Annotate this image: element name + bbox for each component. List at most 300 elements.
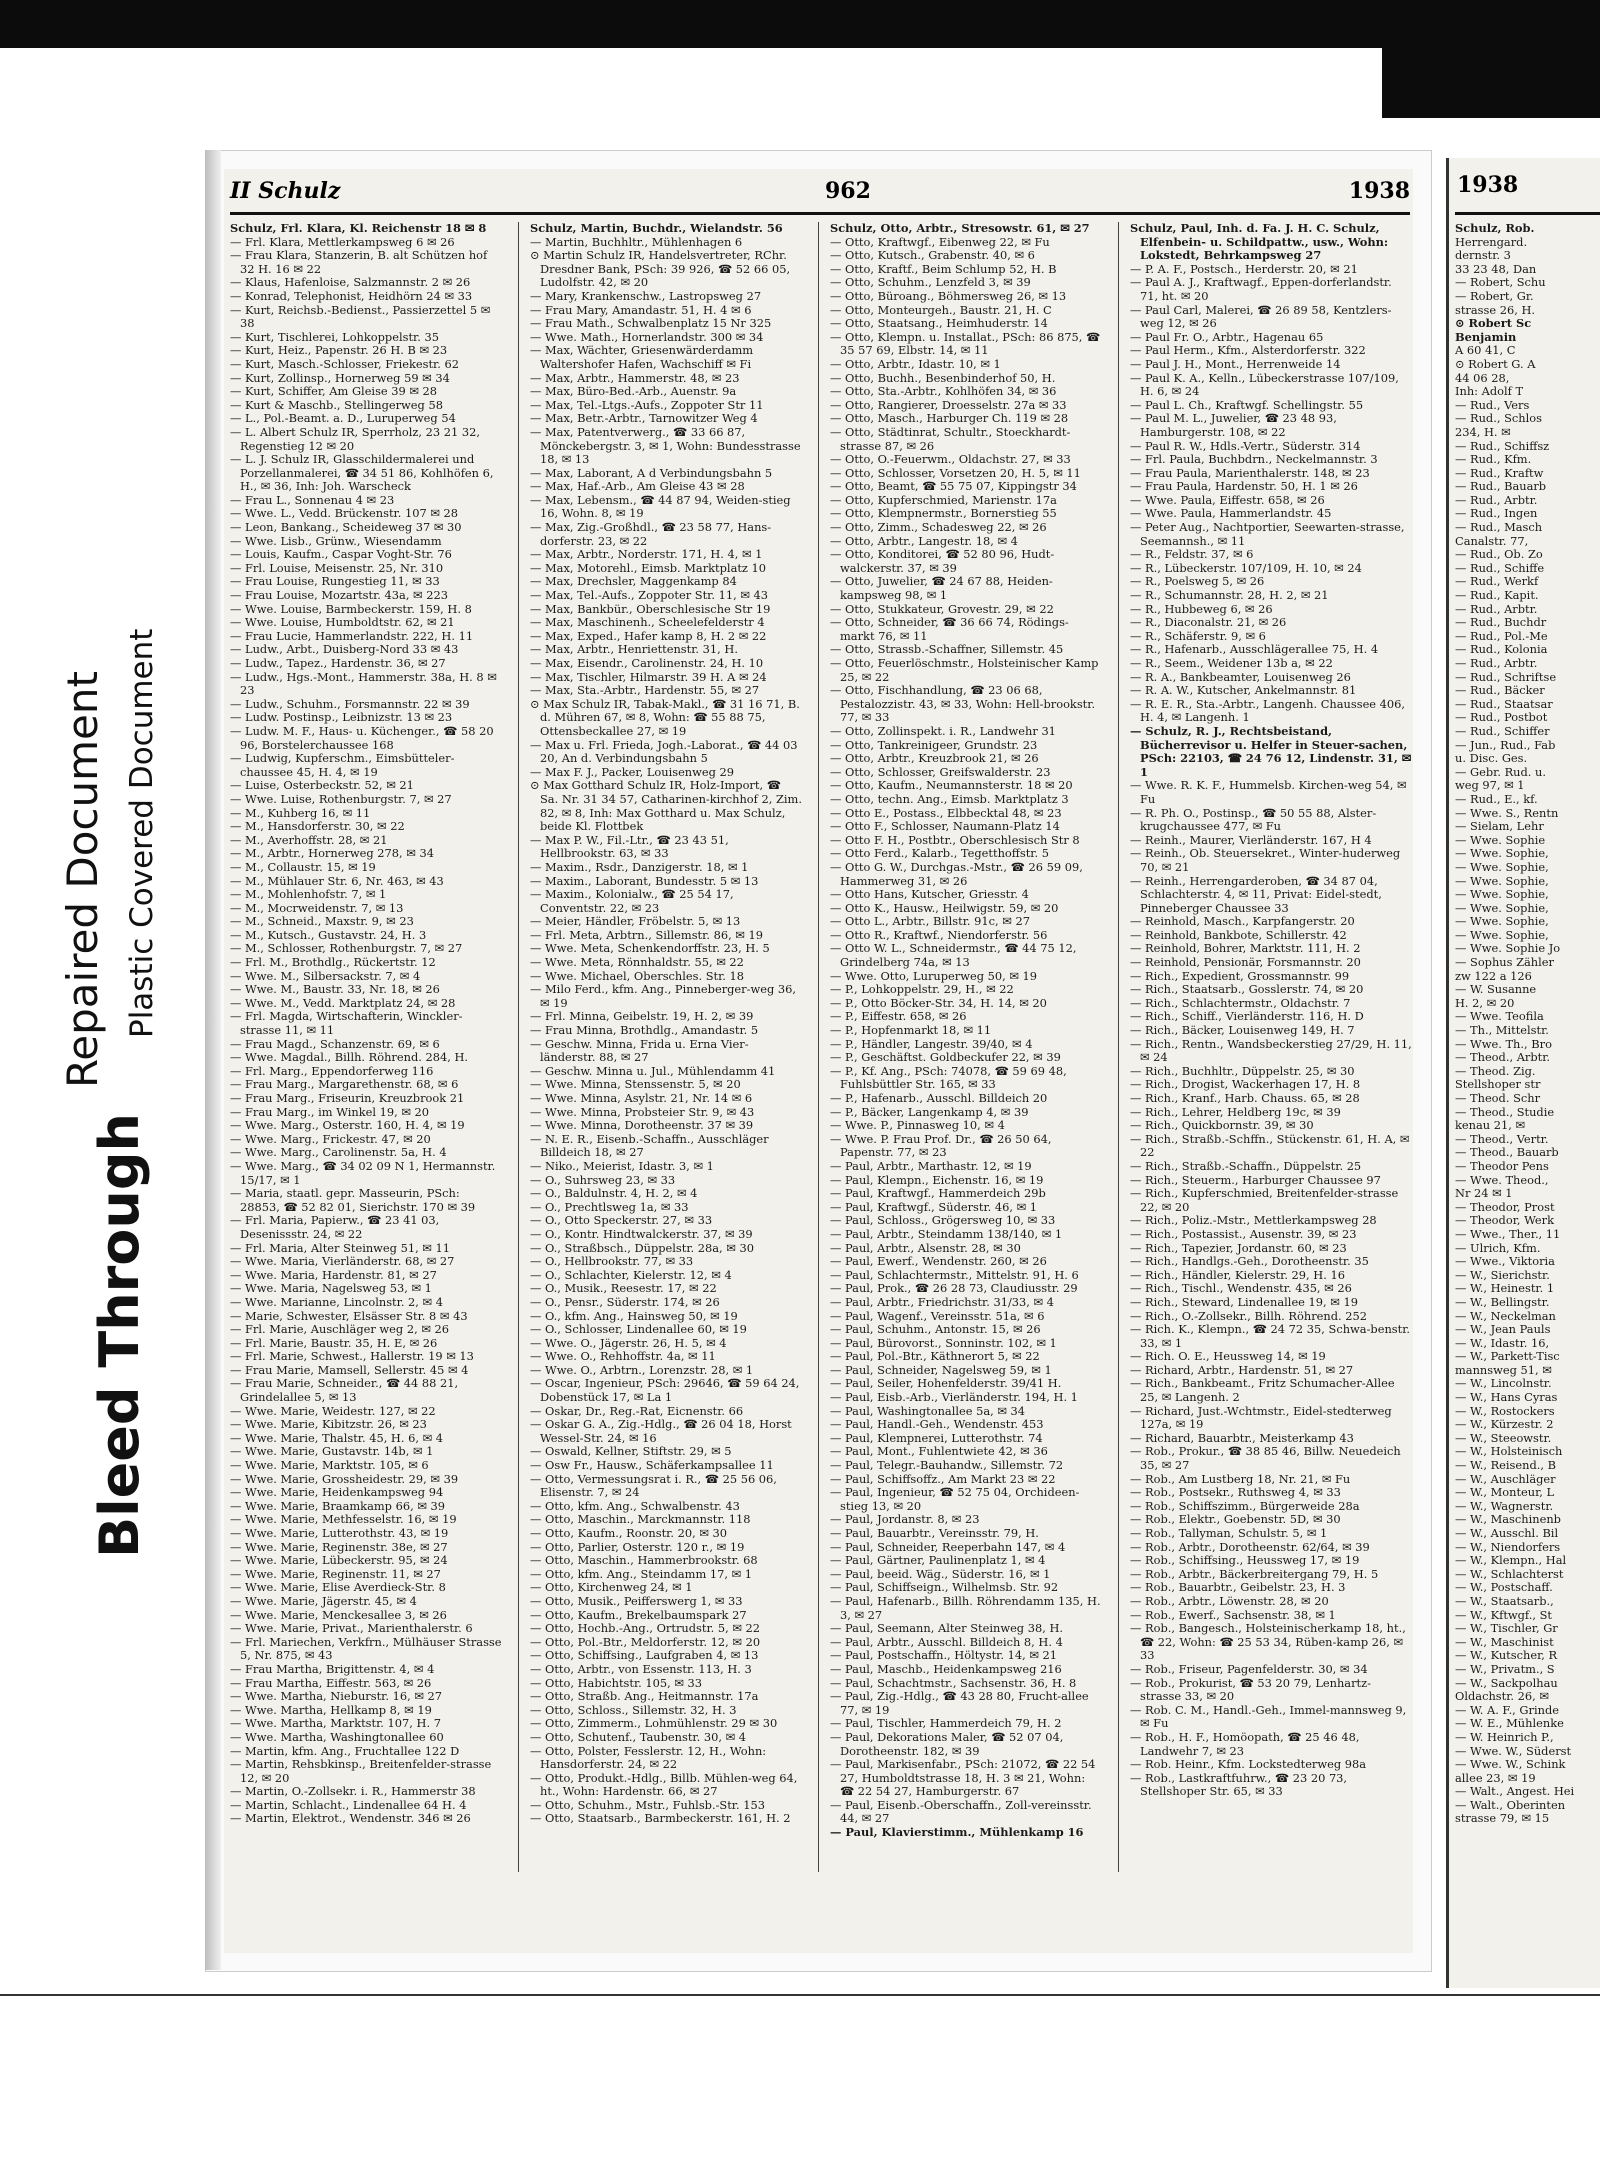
directory-entry: — Reinhold, Masch., Karpfangerstr. 20	[1130, 915, 1355, 929]
directory-entry: — Wwe. Martha, Hellkamp 8, ✉ 19	[230, 1703, 432, 1717]
adjacent-entry: — W., Niendorfers	[1455, 1540, 1561, 1554]
adjacent-entry: — Sophus Zähler	[1455, 956, 1554, 970]
adjacent-entry: — Wwe., Viktoria	[1455, 1255, 1555, 1269]
directory-entry: — M., Mocrweidenstr. 7, ✉ 13	[230, 901, 404, 915]
adjacent-entry: — Rud., Buchdr	[1455, 616, 1547, 630]
directory-entry: — Wwe. Meta, Rönnhaldstr. 55, ✉ 22	[530, 956, 744, 970]
directory-entry: — Wwe. Magdal., Billh. Röhrend. 284, H.	[230, 1051, 469, 1065]
adjacent-entry: — Rud., Arbtr.	[1455, 493, 1538, 507]
directory-entry: — Otto, Kaufm., Brekelbaumspark 27	[530, 1608, 747, 1622]
directory-entry: — R., Hubbeweg 6, ✉ 26	[1130, 602, 1273, 616]
adjacent-entry: — Rud., Schiffsz	[1455, 439, 1550, 453]
adjacent-page	[1446, 158, 1600, 1988]
adjacent-entry: strasse 26, H.	[1455, 303, 1536, 317]
directory-entry: — Wwe. Marie, Kibitzstr. 26, ✉ 23	[230, 1418, 427, 1432]
directory-entry: — R., Schäferstr. 9, ✉ 6	[1130, 629, 1266, 643]
adjacent-entry: — Gebr. Rud. u.	[1455, 765, 1546, 779]
directory-entry: — Ludw. Postinsp., Leibnizstr. 13 ✉ 23	[230, 711, 453, 725]
directory-entry: — Paul L. Ch., Kraftwgf. Schellingstr. 55	[1130, 398, 1364, 412]
directory-entry: — Frau Marg., Friseurin, Kreuzbrook 21	[230, 1092, 465, 1105]
directory-entry: — Frl. M., Brothdlg., Rückertstr. 12	[230, 956, 436, 970]
directory-entry: — M., Mühlauer Str. 6, Nr. 463, ✉ 43	[230, 874, 444, 888]
directory-entry: — N. E. R., Eisenb.-Schaffn., Ausschläger Billdeich 18, ✉ 27	[530, 1132, 769, 1160]
adjacent-entry: — W., Kürzestr. 2	[1455, 1418, 1554, 1432]
directory-entry: — Paul, Schneider, Reeperbahn 147, ✉ 4	[830, 1540, 1066, 1554]
directory-entry: — Max, Sta.-Arbtr., Hardenstr. 55, ✉ 27	[530, 684, 760, 698]
directory-entry: — L., Pol.-Beamt. a. D., Luruperweg 54	[230, 412, 456, 426]
directory-entry: — M., Collaustr. 15, ✉ 19	[230, 860, 376, 874]
directory-entry: Schulz, Martin, Buchdr., Wielandstr. 56	[530, 222, 783, 235]
directory-entry: — Wwe. Maria, Nagelsweg 53, ✉ 1	[230, 1282, 432, 1296]
directory-entry: — Wwe. O., Jägerstr. 26, H. 5, ✉ 4	[530, 1336, 727, 1350]
directory-entry: — Wwe. Meta, Schenkendorffstr. 23, H. 5	[530, 942, 770, 956]
directory-entry: — Max P. W., Fil.-Ltr., ☎ 23 43 51, Hellbrookstr. 63, ✉ 33	[530, 833, 729, 861]
directory-entry: — Paul J. H., Mont., Herrenweide 14	[1130, 357, 1341, 371]
directory-entry: — Martin, Rehsbkinsp., Breitenfelder-strasse 12, ✉ 20	[230, 1758, 492, 1785]
directory-entry: — Otto Hans, Kutscher, Griesstr. 4	[830, 888, 1029, 902]
adjacent-entry: — Rud., Bäcker	[1455, 684, 1545, 698]
directory-entry: — Richard, Bauarbtr., Meisterkamp 43	[1130, 1431, 1354, 1445]
directory-entry: — Wwe. M., Vedd. Marktplatz 24, ✉ 28	[230, 996, 456, 1010]
directory-entry: — Otto, Kupferschmied, Marienstr. 17a	[830, 493, 1057, 507]
directory-entry: — Rich., Lehrer, Heldberg 19c, ✉ 39	[1130, 1105, 1341, 1119]
directory-entry: — Frau Minna, Brothdlg., Amandastr. 5	[530, 1024, 759, 1038]
adjacent-entry: H. 2, ✉ 20	[1455, 996, 1515, 1010]
directory-entry: — Otto, Schutenf., Taubenstr. 30, ✉ 4	[530, 1730, 746, 1744]
adjacent-entry: — Rud., Schiffe	[1455, 561, 1545, 575]
adjacent-entry: — Wwe. Sophie,	[1455, 928, 1549, 942]
adjacent-entry: A 60 41, C	[1455, 344, 1516, 358]
adjacent-entry: — W., Holsteinisch	[1455, 1445, 1563, 1459]
directory-entry: — Ludw., Schuhm., Forsmannstr. 22 ✉ 39	[230, 697, 470, 711]
adjacent-entry: — Rud., Schiffer	[1455, 724, 1550, 738]
adjacent-entry: Schulz, Rob.	[1455, 222, 1535, 235]
directory-entry: — Geschw. Minna, Frida u. Erna Vier-länderstr. 88, ✉ 27	[530, 1037, 749, 1065]
directory-entry: ⊙ Martin Schulz IR, Handelsvertreter, RChr. Dresdner Bank, PSch: 39 926, ☎ 52 66 05, Ludolfstr. 42, ✉ 20	[530, 249, 791, 290]
directory-entry: — Otto, techn. Ang., Eimsb. Marktplatz 3	[830, 792, 1069, 806]
adjacent-entry: — W., Heinestr. 1	[1455, 1282, 1555, 1296]
directory-entry: — Maxim., Kolonialw., ☎ 25 54 17, Conventstr. 22, ✉ 23	[530, 888, 734, 915]
directory-entry: — Frl. Marg., Eppendorferweg 116	[230, 1064, 434, 1078]
adjacent-entry: — W., Bellingstr.	[1455, 1295, 1550, 1309]
adjacent-entry: — Rud., Masch	[1455, 521, 1543, 535]
directory-entry: — O., Schlosser, Lindenallee 60, ✉ 19	[530, 1323, 747, 1337]
directory-entry: — Paul, Schlachtermstr., Mittelstr. 91, H. 6	[830, 1268, 1079, 1282]
adjacent-entry: — Walt., Oberinten	[1455, 1798, 1566, 1812]
directory-column-3	[830, 222, 1102, 1872]
directory-entry: — Frau L., Sonnenau 4 ✉ 23	[230, 493, 395, 507]
adjacent-entry: — Wwe., Ther., 11	[1455, 1227, 1561, 1241]
adjacent-entry: — Ulrich, Kfm.	[1455, 1241, 1541, 1255]
directory-entry: — Max, Haf.-Arb., Am Gleise 43 ✉ 28	[530, 480, 745, 494]
plastic-covered-label: Plastic Covered Document	[124, 628, 160, 1038]
directory-entry: — Rich., Kranf., Harb. Chauss. 65, ✉ 28	[1130, 1092, 1360, 1105]
directory-entry: — Oscar, Ingenieur, PSch: 29646, ☎ 59 64 24, Dobenstück 17, ✉ La 1	[530, 1377, 800, 1405]
directory-entry: — Wwe. Marie, Reginenstr. 11, ✉ 27	[230, 1567, 441, 1581]
adjacent-entry: — W., Jean Pauls	[1455, 1323, 1551, 1337]
directory-entry: — Frau Lucie, Hammerlandstr. 222, H. 11	[230, 629, 474, 643]
directory-entry: — O., Hellbrookstr. 77, ✉ 33	[530, 1255, 694, 1269]
directory-entry: — Wwe. Louise, Humboldtstr. 62, ✉ 21	[230, 616, 455, 630]
adjacent-entry: Stellshoper str	[1455, 1078, 1541, 1092]
directory-entry: — Wwe. Maria, Hardenstr. 81, ✉ 27	[230, 1268, 437, 1282]
directory-entry: — Rob., Arbtr., Löwenstr. 28, ✉ 20	[1130, 1594, 1329, 1608]
directory-entry: — Wwe. Minna, Probsteier Str. 9, ✉ 43	[530, 1105, 755, 1119]
directory-entry: — Paul, Schuhm., Antonstr. 15, ✉ 26	[830, 1323, 1041, 1337]
directory-entry: — Otto, Tankreinigeer, Grundstr. 23	[830, 738, 1038, 752]
directory-entry: — Otto, kfm. Ang., Steindamm 17, ✉ 1	[530, 1567, 753, 1581]
directory-entry: — Otto G. W., Durchgas.-Mstr., ☎ 26 59 09, Hammerweg 31, ✉ 26	[830, 860, 1083, 888]
directory-entry: — P., Hopfenmarkt 18, ✉ 11	[830, 1024, 992, 1038]
directory-entry: — P., Hafenarb., Ausschl. Billdeich 20	[830, 1092, 1048, 1105]
directory-entry: — Rich. O. E., Heussweg 14, ✉ 19	[1130, 1350, 1326, 1364]
adjacent-entry: — Rud., Schlos	[1455, 412, 1542, 426]
directory-entry: — Paul, Arbtr., Marthastr. 12, ✉ 19	[830, 1159, 1032, 1173]
directory-entry: — Max, Tel.-Ltgs.-Aufs., Zoppoter Str 11	[530, 398, 764, 412]
directory-entry: — O., Schlachter, Kielerstr. 12, ✉ 4	[530, 1268, 732, 1282]
directory-entry: Schulz, Paul, Inh. d. Fa. J. H. C. Schulz, Elfenbein- u. Schildpattw., usw., Wohn: Lokstedt, Behrkampsweg 27	[1130, 222, 1389, 263]
directory-entry: — Martin, Buchhltr., Mühlenhagen 6	[530, 235, 743, 249]
adjacent-entry: — Rud., Ingen	[1455, 507, 1538, 521]
directory-entry: — Rob. Heinr., Kfm. Lockstedterweg 98a	[1130, 1758, 1367, 1772]
adjacent-header-rule	[1455, 212, 1600, 215]
directory-entry: — M., Schlosser, Rothenburgstr. 7, ✉ 27	[230, 942, 463, 956]
directory-entry: — Max, Arbtr., Hammerstr. 48, ✉ 23	[530, 371, 740, 385]
repaired-document-label: Repaired Document	[58, 671, 107, 1088]
directory-entry: — Ludw., Hgs.-Mont., Hammerstr. 38a, H. 8 ✉ 23	[230, 670, 497, 698]
directory-entry: — Rob., Friseur, Pagenfelderstr. 30, ✉ 34	[1130, 1662, 1368, 1676]
directory-entry: — Paul R. W., Hdls.-Vertr., Süderstr. 314	[1130, 439, 1361, 453]
directory-entry: — Rich., O.-Zollsekr., Billh. Röhrend. 252	[1130, 1309, 1367, 1323]
directory-entry: — Paul, Arbtr., Steindamm 138/140, ✉ 1	[830, 1227, 1063, 1241]
adjacent-entry: — W. Heinrich P.,	[1455, 1730, 1554, 1744]
directory-entry: — Otto, Schlosser, Greifswalderstr. 23	[830, 765, 1051, 779]
directory-column-1	[230, 222, 502, 1872]
directory-entry: — Paul, Arbtr., Alsenstr. 28, ✉ 30	[830, 1241, 1021, 1255]
directory-entry: — Paul Herm., Kfm., Alsterdorferstr. 322	[1130, 344, 1366, 358]
directory-entry: — Frau Mary, Amandastr. 51, H. 4 ✉ 6	[530, 303, 752, 317]
directory-entry: — Wwe. Math., Hornerlandstr. 300 ✉ 34	[530, 330, 764, 344]
adjacent-entry: — W., Rostockers	[1455, 1404, 1555, 1418]
directory-entry: — Otto, Schiffsing., Laufgraben 4, ✉ 13	[530, 1649, 759, 1663]
adjacent-entry: — Wwe. Teofila	[1455, 1010, 1544, 1024]
directory-entry: — Rob., H. F., Homöopath, ☎ 25 46 48, Landwehr 7, ✉ 23	[1130, 1730, 1360, 1758]
directory-entry: — Rich., Händler, Kielerstr. 29, H. 16	[1130, 1268, 1345, 1282]
directory-entry: — Paul, Bauarbtr., Vereinsstr. 79, H.	[830, 1527, 1039, 1540]
annotation-sidebar	[0, 48, 165, 1994]
adjacent-entry: — Wwe. W., Süderst	[1455, 1744, 1572, 1758]
directory-entry: — Rob., Arbtr., Dorotheenstr. 62/64, ✉ 39	[1130, 1540, 1370, 1554]
directory-entry: — Frau Paula, Hardenstr. 50, H. 1 ✉ 26	[1130, 480, 1358, 494]
directory-entry: — Paul, Washingtonallee 5a, ✉ 34	[830, 1404, 1026, 1418]
directory-entry: — Rob., Arbtr., Bäckerbreitergang 79, H. 5	[1130, 1567, 1379, 1581]
directory-entry: — Otto, Konditorei, ☎ 52 80 96, Hudt-walckerstr. 37, ✉ 39	[830, 548, 1055, 575]
adjacent-entry: — Th., Mittelstr.	[1455, 1024, 1549, 1038]
directory-entry: — Wwe. Marie, Marktstr. 105, ✉ 6	[230, 1459, 429, 1473]
directory-entry: — Wwe. Marg., Frickestr. 47, ✉ 20	[230, 1132, 431, 1146]
directory-entry: — P., Geschäftst. Goldbeckufer 22, ✉ 39	[830, 1051, 1061, 1065]
adjacent-entry: u. Disc. Ges.	[1455, 752, 1528, 766]
directory-entry: — Reinhold, Bankbote, Schillerstr. 42	[1130, 928, 1347, 942]
column-divider	[818, 222, 819, 1872]
directory-entry: — P., Bäcker, Langenkamp 4, ✉ 39	[830, 1105, 1029, 1119]
directory-entry: — Max, Exped., Hafer kamp 8, H. 2 ✉ 22	[530, 629, 767, 643]
directory-entry: — Rob., Bauarbtr., Geibelstr. 23, H. 3	[1130, 1581, 1346, 1595]
directory-entry: — L. Albert Schulz IR, Sperrholz, 23 21 32, Regenstieg 12 ✉ 20	[230, 425, 480, 453]
bleed-through-label: Bleed Through	[88, 1113, 151, 1558]
directory-entry: — Wwe. L., Vedd. Brückenstr. 107 ✉ 28	[230, 507, 459, 521]
directory-entry: — Rob. C. M., Handl.-Geh., Immel-mannsweg 9, ✉ Fu	[1130, 1703, 1407, 1731]
directory-entry: — R., Seem., Weidener 13b a, ✉ 22	[1130, 657, 1333, 670]
adjacent-entry: — Rud., Schriftse	[1455, 670, 1557, 684]
directory-entry: — O., kfm. Ang., Hainsweg 50, ✉ 19	[530, 1309, 738, 1323]
directory-entry: — Otto, Rangierer, Droesselstr. 27a ✉ 33	[830, 398, 1067, 412]
directory-entry: — Paul, Klempnerei, Lutterothstr. 74	[830, 1431, 1043, 1445]
adjacent-entry: — W., Reisend., B	[1455, 1459, 1556, 1473]
directory-entry: — Otto, Kraftwgf., Eibenweg 22, ✉ Fu	[830, 235, 1050, 249]
directory-entry: — Niko., Meierist, Idastr. 3, ✉ 1	[530, 1159, 714, 1173]
adjacent-entry: — W., Hans Cyras	[1455, 1391, 1558, 1405]
directory-entry: — Otto, Schneider, ☎ 36 66 74, Rödings-markt 76, ✉ 11	[830, 616, 1069, 643]
directory-entry: — M., Kuhberg 16, ✉ 11	[230, 806, 371, 820]
adjacent-entry: — W. A. F., Grinde	[1455, 1703, 1559, 1717]
directory-entry: — Wwe. Paula, Eiffestr. 658, ✉ 26	[1130, 493, 1325, 507]
directory-entry: — Wwe. Marie, Menckesallee 3, ✉ 26	[230, 1608, 447, 1622]
directory-entry: — Otto, Zimmerm., Lohmühlenstr. 29 ✉ 30	[530, 1717, 778, 1731]
directory-entry: — M., Mohlenhofstr. 7, ✉ 1	[230, 888, 387, 902]
directory-entry: — Paul, Prok., ☎ 26 28 73, Claudiusstr. 29	[830, 1282, 1078, 1296]
directory-entry: — Paul, Gärtner, Paulinenplatz 1, ✉ 4	[830, 1554, 1046, 1568]
page-number: 962	[825, 178, 871, 204]
directory-entry: — Rob., Schiffsing., Heussweg 17, ✉ 19	[1130, 1554, 1360, 1568]
adjacent-entry: — Theodor, Werk	[1455, 1214, 1554, 1228]
directory-entry: — Otto, Sta.-Arbtr., Kohlhöfen 34, ✉ 36	[830, 385, 1057, 399]
directory-entry: — Otto, Arbtr., Kreuzbrook 21, ✉ 26	[830, 752, 1039, 766]
directory-entry: — Otto, Maschin., Hammerbrookstr. 68	[530, 1554, 758, 1568]
directory-entry: — Otto, Masch., Harburger Ch. 119 ✉ 28	[830, 412, 1069, 426]
adjacent-entry: 44 06 28,	[1455, 371, 1510, 385]
directory-entry: — Rich., Tapezier, Jordanstr. 60, ✉ 23	[1130, 1241, 1347, 1255]
directory-entry: — Wwe. Martha, Washingtonallee 60	[230, 1730, 444, 1744]
directory-entry: — Ludw. M. F., Haus- u. Küchenger., ☎ 58 20 96, Borstelerchaussee 168	[230, 724, 494, 752]
adjacent-entry: — W., Schlachterst	[1455, 1567, 1564, 1581]
directory-entry: — Wwe. O., Rehhoffstr. 4a, ✉ 11	[530, 1350, 716, 1364]
directory-entry: — P., Kf. Ang., PSch: 74078, ☎ 59 69 48, Fuhlsbüttler Str. 165, ✉ 33	[830, 1064, 1067, 1092]
directory-entry: Schulz, Otto, Arbtr., Stresowstr. 61, ✉ 27	[830, 222, 1090, 235]
directory-entry: — Rich., Kupferschmied, Breitenfelder-strasse 22, ✉ 20	[1130, 1187, 1399, 1214]
directory-entry: — Max, Patentverwerg., ☎ 33 66 87, Mönckebergstr. 3, ✉ 1, Wohn: Bundesstrasse 18, ✉ 13	[530, 425, 801, 467]
directory-entry: — Otto, Feuerlöschmstr., Holsteinischer Kamp 25, ✉ 22	[830, 657, 1099, 684]
directory-entry: — Rich., Tischl., Wendenstr. 435, ✉ 26	[1130, 1282, 1352, 1296]
directory-entry: — Rich., Postassist., Ausenstr. 39, ✉ 23	[1130, 1227, 1357, 1241]
directory-entry: — Otto, Arbtr., von Essenstr. 113, H. 3	[530, 1662, 752, 1676]
directory-entry: — Otto, Schuhm., Mstr., Fuhlsb.-Str. 153	[530, 1798, 765, 1812]
directory-entry: — Frl. Klara, Mettlerkampsweg 6 ✉ 26	[230, 235, 455, 249]
directory-entry: — Marie, Schwester, Elsässer Str. 8 ✉ 43	[230, 1309, 468, 1323]
directory-entry: — Meier, Händler, Fröbelstr. 5, ✉ 13	[530, 915, 741, 929]
directory-entry: — Louis, Kaufm., Caspar Voght-Str. 76	[230, 548, 452, 562]
directory-entry: — O., Kontr. Hindtwalckerstr. 37, ✉ 39	[530, 1227, 753, 1241]
directory-entry: — Wwe. Maria, Vierländerstr. 68, ✉ 27	[230, 1255, 455, 1269]
scanner-band-bottom	[0, 1994, 1600, 1996]
directory-entry: — Frau Louise, Rungestieg 11, ✉ 33	[230, 575, 440, 589]
directory-entry: — Frl. Meta, Arbtrn., Sillemstr. 86, ✉ 19	[530, 928, 763, 942]
page-header	[230, 170, 1410, 214]
directory-entry: — Rich., Steuerm., Harburger Chaussee 97	[1130, 1173, 1381, 1187]
directory-entry: — M., Kutsch., Gustavstr. 24, H. 3	[230, 928, 427, 942]
directory-entry: — Reinhold, Pensionär, Forsmannstr. 20	[1130, 956, 1361, 970]
adjacent-entry: — Robert, Gr.	[1455, 289, 1534, 303]
directory-entry: — Otto W. L., Schneidermstr., ☎ 44 75 12, Grindelberg 74a, ✉ 13	[830, 942, 1077, 970]
adjacent-entry: — Rud., Postbot	[1455, 711, 1548, 725]
directory-entry: — O., Suhrsweg 23, ✉ 33	[530, 1173, 676, 1187]
adjacent-entry: — W., Lincolnstr.	[1455, 1377, 1552, 1391]
adjacent-entry: — W., Maschinist	[1455, 1635, 1554, 1649]
directory-entry: — R. E. R., Sta.-Arbtr., Langenh. Chaussee 406, H. 4, ✉ Langenh. 1	[1130, 697, 1406, 725]
directory-entry: — Wwe. Otto, Luruperweg 50, ✉ 19	[830, 969, 1038, 983]
directory-entry: — Milo Ferd., kfm. Ang., Pinneberger-weg 36, ✉ 19	[530, 983, 796, 1010]
directory-entry: — Paul M. L., Juwelier, ☎ 23 48 93, Hamburgerstr. 108, ✉ 22	[1130, 412, 1337, 439]
directory-entry: — Otto, Kirchenweg 24, ✉ 1	[530, 1581, 693, 1595]
directory-entry: — Wwe. Marg., Osterstr. 160, H. 4, ✉ 19	[230, 1119, 465, 1133]
directory-entry: — Max, Laborant, A d Verbindungsbahn 5	[530, 466, 773, 480]
directory-entry: — Paul, Pol.-Btr., Käthnerort 5, ✉ 22	[830, 1350, 1040, 1364]
adjacent-entry: — W. Susanne	[1455, 983, 1537, 997]
directory-entry: — R., Hafenarb., Ausschlägerallee 75, H. 4	[1130, 643, 1379, 657]
directory-entry: — Frl. Marie, Baustr. 35, H. E, ✉ 26	[230, 1336, 438, 1350]
directory-entry: — Otto, Kaufm., Roonstr. 20, ✉ 30	[530, 1527, 727, 1540]
adjacent-entry: — Wwe. Sophie	[1455, 833, 1546, 847]
directory-entry: — Otto, Vermessungsrat i. R., ☎ 25 56 06, Elisenstr. 7, ✉ 24	[530, 1472, 777, 1500]
directory-entry: — Reinh., Maurer, Vierländerstr. 167, H 4	[1130, 833, 1372, 847]
directory-entry: — R. A. W., Kutscher, Ankelmannstr. 81	[1130, 684, 1357, 698]
adjacent-entry: — Wwe. Sophie,	[1455, 915, 1549, 929]
directory-entry: — Klaus, Hafenloise, Salzmannstr. 2 ✉ 26	[230, 276, 471, 290]
directory-entry: — Otto, Büroang., Böhmersweg 26, ✉ 13	[830, 289, 1067, 303]
adjacent-entry: — Wwe. Sophie,	[1455, 901, 1549, 915]
directory-entry: — Martin, Schlacht., Lindenallee 64 H. 4	[230, 1798, 467, 1812]
directory-entry: — Frau Martha, Brigittenstr. 4, ✉ 4	[230, 1662, 435, 1676]
directory-entry: — Wwe. R. K. F., Hummelsb. Kirchen-weg 54, ✉ Fu	[1130, 779, 1407, 806]
directory-entry: — Max, Motorehl., Eimsb. Marktplatz 10	[530, 561, 767, 575]
directory-entry: — Paul, Schneider, Nagelsweg 59, ✉ 1	[830, 1363, 1052, 1377]
adjacent-entry: — W., Monteur, L	[1455, 1486, 1555, 1500]
directory-entry: — Wwe. Marie, Lutterothstr. 43, ✉ 19	[230, 1527, 449, 1540]
directory-entry: — Rob., Bangesch., Holsteinischerkamp 18, ht., ☎ 22, Wohn: ☎ 25 53 34, Rüben-kamp 26, ✉ 33	[1130, 1622, 1406, 1663]
directory-entry: — Frau Louise, Mozartstr. 43a, ✉ 223	[230, 589, 448, 603]
directory-entry: — Frau Math., Schwalbenplatz 15 Nr 325	[530, 317, 772, 331]
adjacent-entry: — W., Staatsarb.,	[1455, 1594, 1554, 1608]
directory-entry: — Wwe. M., Baustr. 33, Nr. 18, ✉ 26	[230, 983, 440, 997]
adjacent-column	[1455, 222, 1600, 1826]
directory-entry: — Otto, Beamt, ☎ 55 75 07, Kippingstr 34	[830, 480, 1077, 494]
directory-entry: — R., Poelsweg 5, ✉ 26	[1130, 575, 1265, 589]
directory-entry: — Wwe. Michael, Oberschles. Str. 18	[530, 969, 745, 983]
adjacent-entry: — Rud., Bauarb	[1455, 480, 1547, 494]
adjacent-entry: — Rud., Staatsar	[1455, 697, 1553, 711]
adjacent-entry: — Jun., Rud., Fab	[1455, 738, 1556, 752]
scanner-band-top	[0, 0, 1600, 48]
directory-entry: — Rich., Schlachtermstr., Oldachstr. 7	[1130, 996, 1351, 1010]
directory-entry: — Schulz, R. J., Rechtsbeistand, Bücherrevisor u. Helfer in Steuer-sachen, PSch: 22103, ☎ 24 76 12, Lindenstr. 31, ✉ 1	[1130, 724, 1412, 779]
directory-entry: — Otto, Produkt.-Hdlg., Billb. Mühlen-weg 64, ht., Wohn: Hardenstr. 66, ✉ 27	[530, 1771, 798, 1799]
directory-entry: — R., Schumannstr. 28, H. 2, ✉ 21	[1130, 589, 1329, 603]
directory-entry: — Wwe. Lisb., Grünw., Wiesendamm	[230, 534, 442, 548]
directory-entry: — R., Feldstr. 37, ✉ 6	[1130, 548, 1254, 562]
directory-entry: — Kurt, Zollinsp., Hornerweg 59 ✉ 34	[230, 371, 450, 385]
directory-entry: — Paul, Telegr.-Bauhandw., Sillemstr. 72	[830, 1459, 1064, 1473]
directory-entry: — Paul, Tischler, Hammerdeich 79, H. 2	[830, 1717, 1062, 1731]
directory-entry: — Wwe. Minna, Dorotheenstr. 37 ✉ 39	[530, 1119, 754, 1133]
directory-entry: — Paul, Kraftwgf., Hammerdeich 29b	[830, 1187, 1046, 1201]
directory-entry: — Otto, Parlier, Osterstr. 120 r., ✉ 19	[530, 1540, 745, 1554]
directory-entry: — Frl. Maria, Papierw., ☎ 23 41 03, Desenissstr. 24, ✉ 22	[230, 1214, 440, 1241]
directory-entry: — Rich., Straßb.-Schaffn., Düppelstr. 25	[1130, 1159, 1362, 1173]
directory-entry: — Paul, Kraftwgf., Süderstr. 46, ✉ 1	[830, 1200, 1038, 1214]
adjacent-entry: 234, H. ✉	[1455, 425, 1511, 439]
adjacent-entry: — Wwe. S., Rentn	[1455, 806, 1559, 820]
directory-entry: — Kurt, Schiffer, Am Gleise 39 ✉ 28	[230, 385, 438, 399]
directory-entry: — Frau Marg., Margarethenstr. 68, ✉ 6	[230, 1078, 459, 1092]
directory-entry: — Rob., Elektr., Goebenstr. 5D, ✉ 30	[1130, 1513, 1341, 1527]
directory-entry: — Rob., Tallyman, Schulstr. 5, ✉ 1	[1130, 1527, 1328, 1540]
directory-entry: — Kurt, Masch.-Schlosser, Friekestr. 62	[230, 357, 459, 371]
directory-entry: — Wwe. Marie, Jägerstr. 45, ✉ 4	[230, 1594, 417, 1608]
directory-entry: — Paul, Schachtmstr., Sachsenstr. 36, H. 8	[830, 1676, 1077, 1690]
directory-entry: — Max, Maschinenh., Scheelefelderstr 4	[530, 616, 765, 630]
directory-entry: — Wwe. Marie, Lübeckerstr. 95, ✉ 24	[230, 1554, 448, 1568]
directory-entry: — Frl. Magda, Wirtschafterin, Winckler-strasse 11, ✉ 11	[230, 1010, 463, 1038]
directory-entry: — Max, Bankbür., Oberschlesische Str 19	[530, 602, 771, 616]
directory-entry: — Paul, Bürovorst., Sonninstr. 102, ✉ 1	[830, 1336, 1057, 1350]
directory-entry: — Max, Arbtr., Henriettenstr. 31, H.	[530, 643, 738, 657]
directory-entry: — Rich., Bankbeamt., Fritz Schumacher-Allee 25, ✉ Langenh. 2	[1130, 1377, 1395, 1405]
directory-entry: — Otto, Monteurgeh., Baustr. 21, H. C	[830, 303, 1052, 317]
adjacent-entry: — Wwe. Th., Bro	[1455, 1037, 1552, 1051]
directory-entry: — Paul, Arbtr., Ausschl. Billdeich 8, H. 4	[830, 1635, 1063, 1649]
directory-entry: — Otto, Maschin., Marckmannstr. 118	[530, 1513, 751, 1527]
adjacent-entry: weg 97, ✉ 1	[1455, 779, 1525, 793]
directory-entry: — Kurt & Maschb., Stellingerweg 58	[230, 398, 443, 412]
directory-entry: — Wwe. P., Pinnasweg 10, ✉ 4	[830, 1119, 1005, 1133]
directory-entry: — Paul, Ewerf., Wendenstr. 260, ✉ 26	[830, 1255, 1047, 1269]
directory-entry: — Max, Büro-Bed.-Arb., Auenstr. 9a	[530, 385, 737, 399]
directory-entry: — Frl. Maria, Alter Steinweg 51, ✉ 11	[230, 1241, 450, 1255]
adjacent-entry: — W., Sierichstr.	[1455, 1268, 1550, 1282]
directory-entry: — M., Averhoffstr. 28, ✉ 21	[230, 833, 388, 847]
directory-entry: — Wwe. Minna, Asylstr. 21, Nr. 14 ✉ 6	[530, 1092, 753, 1105]
adjacent-entry: — W., Sackpolhau	[1455, 1676, 1558, 1690]
adjacent-entry: — Rud., Vers	[1455, 398, 1530, 412]
directory-entry: — Kurt, Reichsb.-Bedienst., Passierzettel 5 ✉ 38	[230, 303, 491, 331]
directory-entry: — Wwe. Marianne, Lincolnstr. 2, ✉ 4	[230, 1295, 443, 1309]
directory-entry: — P., Händler, Langestr. 39/40, ✉ 4	[830, 1037, 1033, 1051]
adjacent-entry: — W., Wagnerstr.	[1455, 1499, 1554, 1513]
directory-entry: — Rob., Ewerf., Sachsenstr. 38, ✉ 1	[1130, 1608, 1336, 1622]
directory-entry: — O., Prechtlsweg 1a, ✉ 33	[530, 1200, 689, 1214]
header-rule	[230, 212, 1410, 215]
directory-entry: — Paul, Eisb.-Arb., Vierländerstr. 194, H. 1	[830, 1391, 1078, 1405]
directory-entry: — Geschw. Minna u. Jul., Mühlendamm 41	[530, 1064, 776, 1078]
directory-entry: — Paul, Maschb., Heidenkampsweg 216	[830, 1662, 1062, 1676]
directory-entry: — Oskar, Dr., Reg.-Rat, Eicnenstr. 66	[530, 1404, 744, 1418]
directory-entry: — Ludw., Tapez., Hardenstr. 36, ✉ 27	[230, 657, 446, 670]
directory-entry: — Otto K., Hausw., Heilwigstr. 59, ✉ 20	[830, 901, 1059, 915]
directory-entry: — Frau Paula, Marienthalerstr. 148, ✉ 23	[1130, 466, 1370, 480]
directory-entry: — Otto, Staatsang., Heimhuderstr. 14	[830, 317, 1048, 331]
adjacent-entry: — W., Kutscher, R	[1455, 1649, 1558, 1663]
directory-entry: — Kurt, Tischlerei, Lohkoppelstr. 35	[230, 330, 439, 344]
